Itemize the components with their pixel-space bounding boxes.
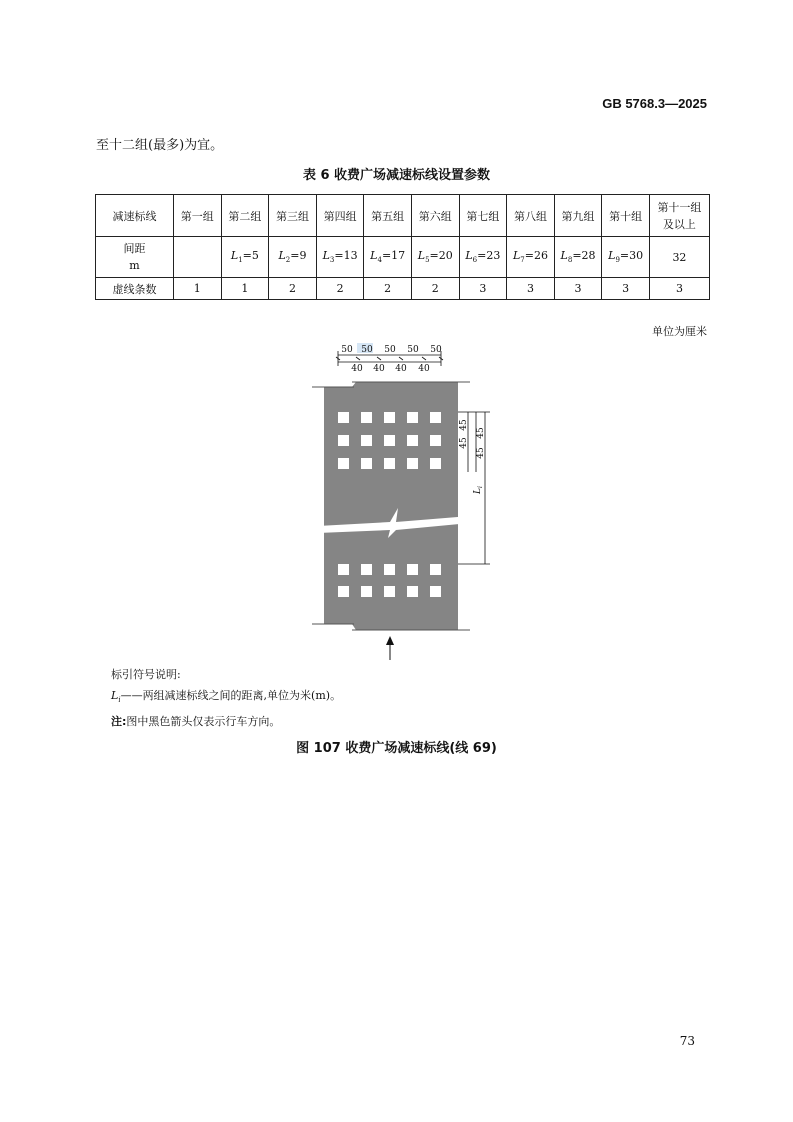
dim-top-3: 50 [384,345,396,355]
standard-number: GB 5768.3—2025 [602,96,707,111]
spacing-cell: 32 [649,237,709,278]
unit-note: 单位为厘米 [652,325,707,338]
marking-square [430,564,441,575]
dim-top-2: 50 [361,345,373,355]
spacing-cell: $L_7=26$ [507,237,555,278]
li-label: L [473,487,483,494]
header-cell: 第五组 [364,195,412,237]
header-cell: 第四组 [316,195,364,237]
marking-square [430,435,441,446]
header-cell: 第九组 [554,195,602,237]
dim-side-3: 45 [476,427,486,439]
marking-square [361,435,372,446]
marking-square [361,564,372,575]
marking-square [384,412,395,423]
top-dimensions [338,343,442,374]
spacing-cell: $L_3=13$ [316,237,364,278]
marking-square [430,586,441,597]
marking-square [361,458,372,469]
count-cell: 3 [602,278,650,300]
spacing-cell [174,237,222,278]
marking-square [407,412,418,423]
figure-svg [300,340,500,662]
legend [111,664,341,732]
marking-square [407,586,418,597]
dim-side-2: 45 [459,437,469,449]
count-cell: 3 [507,278,555,300]
dim-bottom-1: 40 [351,364,363,374]
dim-top-4: 50 [407,345,419,355]
marking-square [384,458,395,469]
spacing-header-cell: 间距 m [96,237,174,278]
count-cell: 1 [221,278,269,300]
spacing-cell: $L_1=5$ [221,237,269,278]
header-cell: 第六组 [411,195,459,237]
direction-arrow [386,636,394,660]
dim-top-1: 50 [341,345,353,355]
spacing-cell: $L_2=9$ [269,237,317,278]
header-cell: 第十一组 及以上 [649,195,709,237]
svg-text:Li [473,486,484,495]
table-caption: 表 6 收费广场减速标线设置参数 [302,168,491,183]
header-cell: 第十组 [602,195,650,237]
paragraph-text: 至十二组(最多)为宜。 [96,138,224,153]
marking-square [338,564,349,575]
page-number: 73 [679,1034,695,1048]
marking-square [384,586,395,597]
count-cell: 1 [174,278,222,300]
legend-title: 标引符号说明: [111,668,181,681]
marking-square [407,458,418,469]
header-cell: 第三组 [269,195,317,237]
marking-square [430,458,441,469]
legend-item: $L_i——$两组减速标线之间的距离,单位为米(m)。 [111,689,342,705]
header-cell: 第二组 [221,195,269,237]
count-cell: 虚线条数 [96,278,174,300]
line-count-row [96,278,710,300]
parameter-table [95,194,710,300]
marking-square [338,458,349,469]
figure-caption: 图 107 收费广场减速标线(线 69) [296,741,497,756]
marking-square [430,412,441,423]
dim-bottom-3: 40 [395,364,407,374]
count-cell: 2 [364,278,412,300]
dim-top-5: 50 [430,345,442,355]
count-cell: 2 [316,278,364,300]
dim-bottom-4: 40 [418,364,430,374]
table-header-row [96,195,710,237]
count-cell: 2 [411,278,459,300]
header-cell: 第一组 [174,195,222,237]
dim-side-1: 45 [459,419,469,431]
spacing-row [96,237,710,278]
marking-square [338,435,349,446]
spacing-cell: $L_5=20$ [411,237,459,278]
count-cell: 2 [269,278,317,300]
count-cell: 3 [554,278,602,300]
deceleration-marking-figure [300,340,500,666]
marking-square [338,586,349,597]
marking-square [361,412,372,423]
legend-note: 注:图中黑色箭头仅表示行车方向。 [111,715,281,729]
marking-square [384,435,395,446]
header-cell: 减速标线 [96,195,174,237]
spacing-cell: $L_4=17$ [364,237,412,278]
marking-square [407,564,418,575]
count-cell: 3 [649,278,709,300]
spacing-cell: $L_6=23$ [459,237,507,278]
marking-square [338,412,349,423]
li-sub: i [477,486,484,488]
marking-square [361,586,372,597]
side-dimensions [458,412,490,564]
header-cell: 第八组 [507,195,555,237]
header-cell: 第七组 [459,195,507,237]
dim-bottom-2: 40 [373,364,385,374]
count-cell: 3 [459,278,507,300]
marking-square [384,564,395,575]
dim-side-4: 45 [476,447,486,459]
spacing-cell: $L_9=30$ [602,237,650,278]
spacing-cell: $L_8=28$ [554,237,602,278]
marking-square [407,435,418,446]
